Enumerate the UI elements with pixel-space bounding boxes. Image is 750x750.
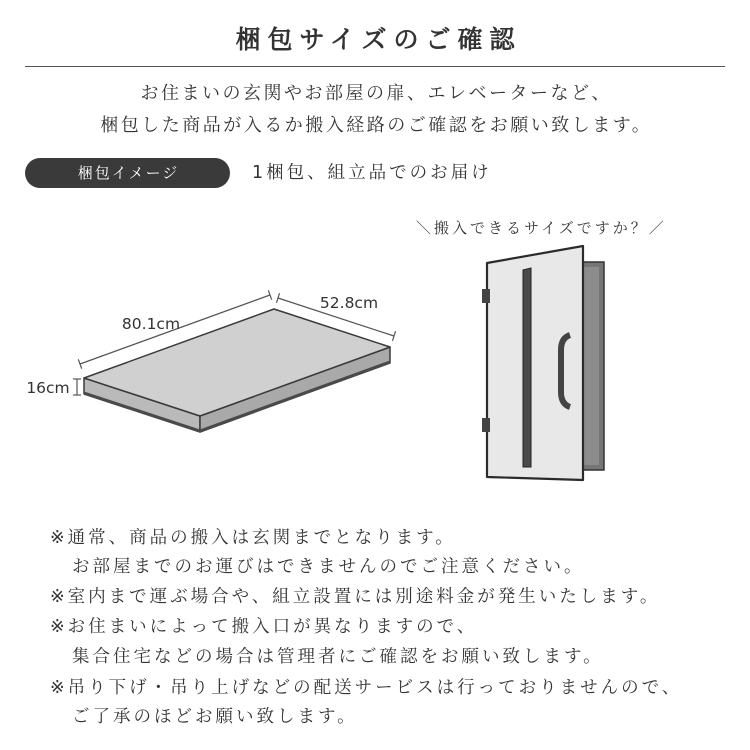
thickness-dimension-label: 16cm — [26, 379, 70, 397]
note-4-line-2: ご了承のほどお願い致します。 — [72, 707, 358, 727]
note-2-line-1: ※室内まで運ぶ場合や、組立設置には別途料金が発生いたします。 — [50, 587, 661, 607]
intro-line-1: お住まいの玄関やお部屋の扉、エレベーターなど、 — [140, 83, 612, 104]
header-divider — [25, 66, 725, 67]
short-side-dimension-label: 52.8cm — [319, 294, 379, 312]
door-panel — [487, 246, 583, 480]
note-4-line-1: ※吊り下げ・吊り上げなどの配送サービスは行っておりませんので、 — [50, 678, 683, 698]
door-hinge-top — [482, 289, 490, 303]
note-3-line-2: 集合住宅などの場合は管理者にご確認をお願い致します。 — [72, 647, 604, 667]
package-image-badge: 梱包イメージ — [25, 158, 230, 188]
note-1-line-1: ※通常、商品の搬入は玄関までとなります。 — [50, 528, 456, 548]
door-hinge-bottom — [482, 418, 490, 432]
package-description: 1梱包、組立品でのお届け — [252, 163, 492, 183]
page-title: 梱包サイズのご確認 — [235, 25, 522, 54]
note-3-line-1: ※お住まいによって搬入口が異なりますので、 — [50, 617, 478, 637]
door-window-strip — [523, 268, 531, 467]
door-caption: ＼搬入できるサイズですか？／ — [416, 219, 667, 237]
intro-line-2: 梱包した商品が入るか搬入経路のご確認をお願い致します。 — [100, 115, 653, 136]
note-1-line-2: お部屋までのお運びはできませんのでご注意ください。 — [72, 557, 585, 577]
thickness-dimension — [26, 379, 81, 397]
long-side-dimension-label: 80.1cm — [121, 315, 181, 333]
door-illustration — [482, 246, 604, 480]
